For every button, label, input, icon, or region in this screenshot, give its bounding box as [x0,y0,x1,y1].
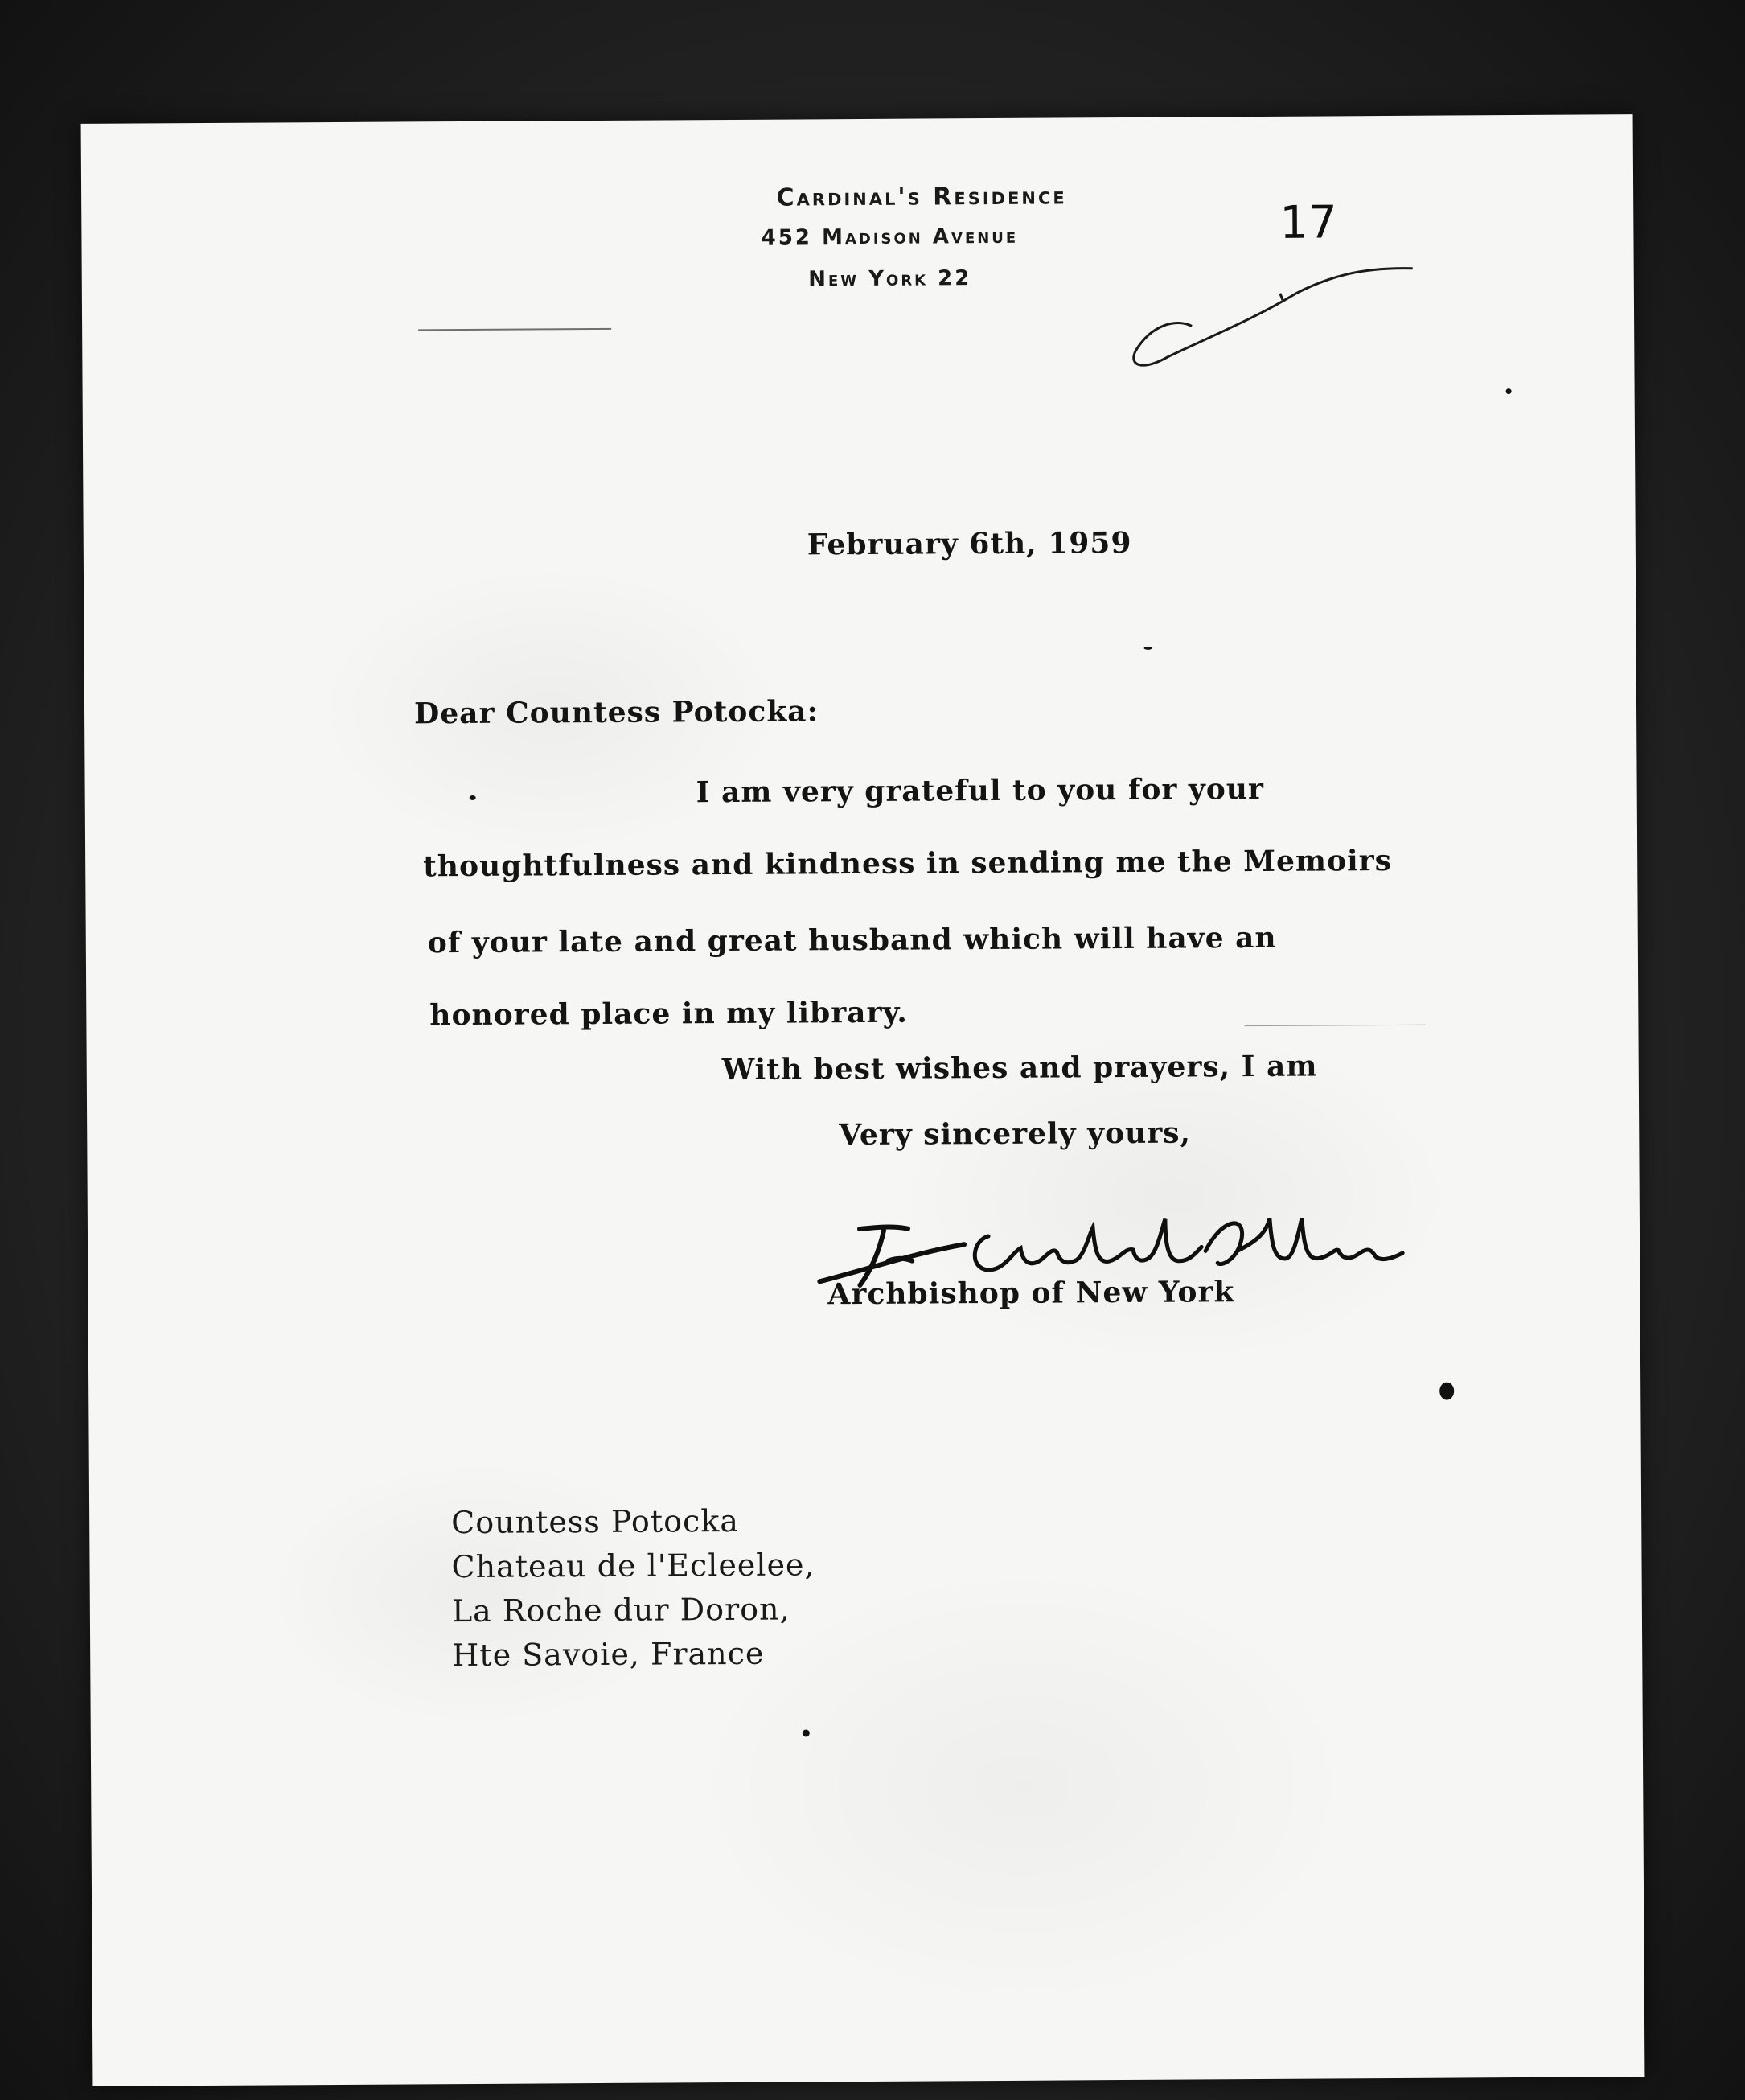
letterhead-city: New York 22 [808,266,972,292]
ink-speck [470,795,476,800]
letterhead-name: Cardinal's Residence [776,182,1067,212]
body-line: I am very grateful to you for your [696,771,1265,810]
letterhead-street: 452 Madison Avenue [761,224,1019,250]
letterhead-rule [418,328,611,331]
letter-sheet [81,114,1645,2086]
ink-speck [1144,647,1152,650]
address-line: La Roche dur Doron, [451,1591,790,1629]
signer-title: Archbishop of New York [827,1275,1235,1312]
address-line: Countess Potocka [451,1502,740,1541]
ink-speck [1439,1383,1454,1400]
closing-line: With best wishes and prayers, I am [721,1049,1318,1087]
handwritten-page-number: 17 [1279,196,1337,249]
ink-speck [803,1729,810,1736]
complimentary-close: Very sincerely yours, [839,1116,1192,1153]
body-line: of your late and great husband which will have an [427,920,1277,960]
letter-date: February 6th, 1959 [807,525,1132,562]
faint-rule [1244,1025,1425,1026]
ink-speck [1506,388,1512,394]
address-line: Hte Savoie, France [452,1635,765,1674]
body-line: honored place in my library. [429,995,908,1033]
pencil-stroke-mark [1094,228,1433,408]
salutation: Dear Countess Potocka: [413,694,819,731]
body-line: thoughtfulness and kindness in sending me the Memoirs [423,843,1393,884]
address-line: Chateau de l'Ecleelee, [451,1547,815,1585]
